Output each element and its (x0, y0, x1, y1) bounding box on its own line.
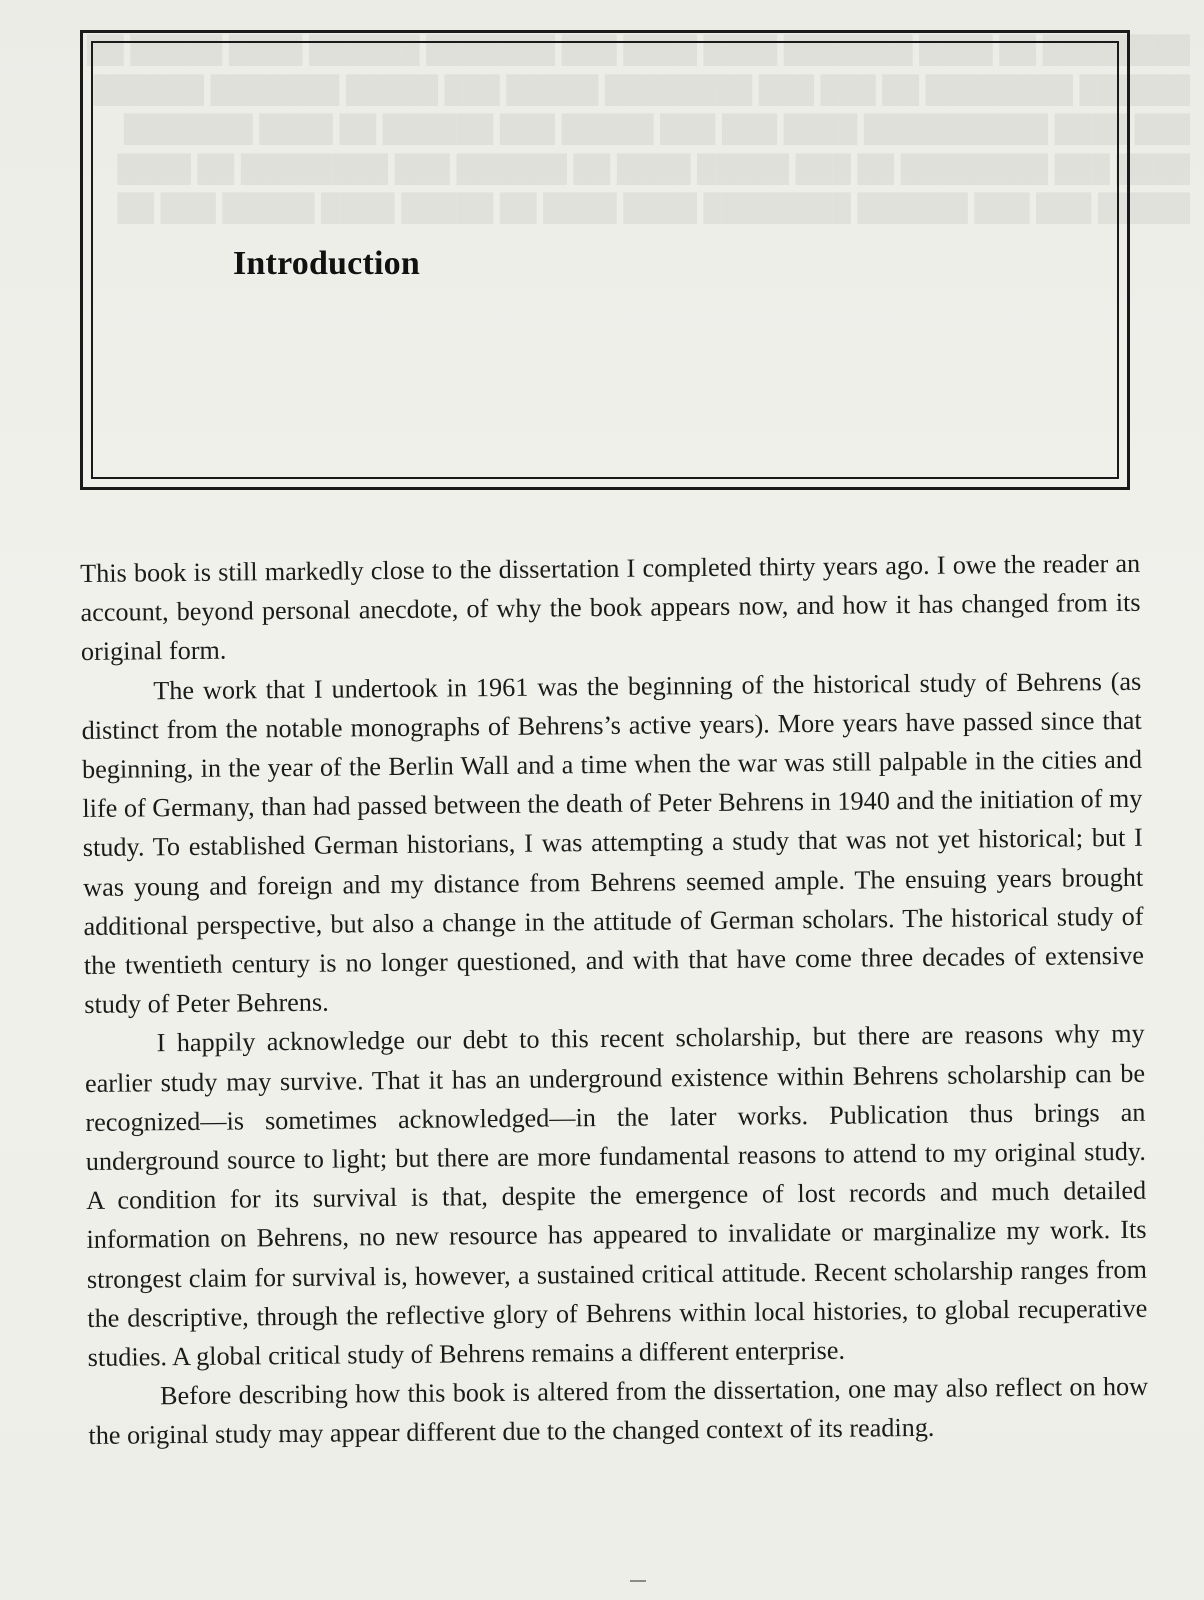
paragraph-4: Before describing how this book is altered from the dissertation, one may also reflect on how the original study may appear different due to the changed context of its reading. (88, 1372, 1149, 1451)
page-edge-mark (630, 1580, 646, 1582)
chapter-title-frame (80, 30, 1130, 490)
paragraph-2: The work that I undertook in 1961 was the beginning of the historical study of Behrens (as distinct from the notable monographs of Behrens’s active years). More years have passed since that beginning, in the year of the Berlin Wall and a time when the war was still palpable in the cities and life of Germany, than had passed between the death of Peter Behrens in 1940 and the initiation of my study. To established German historians, I was attempting a study that was not yet historical; but I was young and foreign and my distance from Behrens seemed ample. The ensuing years brought additional perspective, but also a change in the attitude of German scholars. The historical study of the twentieth century is no longer questioned, and with that have come three decades of extensive study of Peter Behrens. (81, 666, 1145, 1020)
body-text (80, 544, 1149, 1456)
paragraph-1: This book is still markedly close to the dissertation I completed thirty years ago. I owe the reader an account, beyond personal anecdote, of why the book appears now, and how it has changed from its original form. (80, 548, 1141, 667)
bleed-through-texture: ████████ ██ ████ ███████ ████ ████ ███ ███████ ██████ ████ █████ ██ ██████ ████████ ██ ███ ███ ████████ █████ ███ █████ ███████ ██████ ███ ████ ██████████ ████ ███ ███ █████ ███ ██████ ██ ████ ███████ ████ ███ ████████ ██ ███ █████ ████ ██ ██████ ███ ████████ ██ ████ █████ ███ ███ ██████ ████████ ████ ████ ██ █████ ████ █████ ███ ██ (86, 35, 1190, 222)
chapter-title: Introduction (233, 245, 420, 282)
paragraph-3: I happily acknowledge our debt to this recent scholarship, but there are reasons why my earlier study may survive. That it has an underground existence within Behrens scholarship can be recognized—is sometimes acknowledged—in the later works. Publication thus brings an underground source to light; but there are more fundamental reasons to attend to my original study. A condition for its survival is that, despite the emergence of lost records and much detailed information on Behrens, no new resource has appeared to invalidate or marginalize my work. Its strongest claim for survival is, however, a sustained critical attitude. Recent scholarship ranges from the descriptive, through the reflective glory of Behrens within local histories, to global recuperative studies. A global critical study of Behrens remains a different enterprise. (84, 1019, 1148, 1373)
